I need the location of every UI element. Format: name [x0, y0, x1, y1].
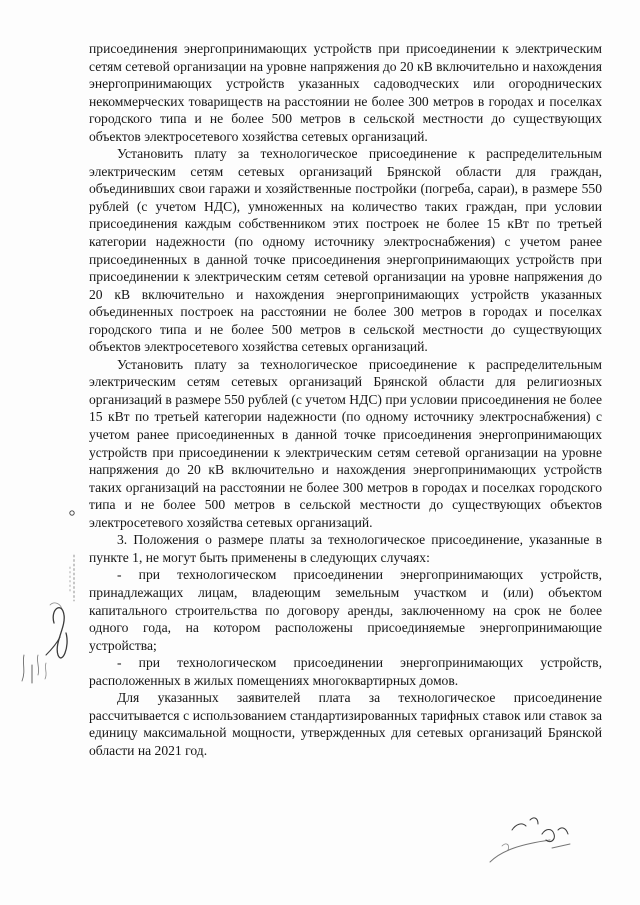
paragraph-3: Установить плату за технологическое присоединение к распределительным электрическим сетям сетевых организаций Брянской области для религиозных организаций в размере 550 рублей (с учетом НДС) при условии присоединения не более 15 кВт по третьей категории надежности (по одному источнику электроснабжения) с учетом ранее присоединенных в данной точке присоединения энергопринимающих устройств при присоединении к электрическим сетям сетевой организации на уровне напряжения до 20 кВ включительно и нахождения энергопринимающих устройств таких организаций на расстоянии не более 300 метров в городах и поселках городского типа и не более 500 метров в сельской местности до существующих объектов электросетевого хозяйства сетевых организаций. [89, 356, 602, 530]
corner-stamp-icon [482, 800, 577, 870]
paragraph-4: 3. Положения о размере платы за технологическое присоединение, указанные в пункте 1, не могут быть применены в следующих случаях: [89, 532, 602, 565]
document-body [89, 40, 602, 759]
bullet-item-1: - при технологическом присоединении энергопринимающих устройств, принадлежащих лицам, владеющим земельным участком и (или) объектом капитального строительства по договору аренды, заключенному на срок не более одного года, на котором расположены присоединяемые энергопринимающие устройства; [89, 567, 602, 653]
paragraph-2: Установить плату за технологическое присоединение к распределительным электрическим сетям сетевых организаций Брянской области для граждан, объединивших свои гаражи и хозяйственные постройки (погреба, сараи), в размере 550 рублей (с учетом НДС), умноженных на количество таких граждан, при условии присоединения каждым собственником этих построек не более 15 кВт по третьей категории надежности (по одному источнику электроснабжения) с учетом ранее присоединенных в данной точке присоединения энергопринимающих устройств при присоединении к электрическим сетям сетевой организации на уровне напряжения до 20 кВ включительно и нахождения энергопринимающих устройств указанных объединенных построек на расстоянии не более 300 метров в городах и поселках городского типа и не более 500 метров в сельской местности до существующих объектов электросетевого хозяйства сетевых организаций. [89, 146, 602, 355]
paragraph-1: присоединения энергопринимающих устройств при присоединении к электрическим сетям сетевой организации на уровне напряжения до 20 кВ включительно и нахождения энергопринимающих устройств указанных садоводческих или огороднических некоммерческих товариществ на расстоянии не более 300 метров в городах и поселках городского типа и не более 500 метров в сельской местности до существующих объектов электросетевого хозяйства сетевых организаций. [89, 41, 602, 144]
bullet-item-2: - при технологическом присоединении энергопринимающих устройств, расположенных в жилых помещениях многоквартирных домов. [89, 655, 602, 688]
margin-stamp-icon [10, 505, 80, 685]
paragraph-5: Для указанных заявителей плата за технологическое присоединение рассчитывается с использованием стандартизированных тарифных ставок или ставок за единицу максимальной мощности, утвержденных для сетевых организаций Брянской области на 2021 год. [89, 690, 602, 758]
